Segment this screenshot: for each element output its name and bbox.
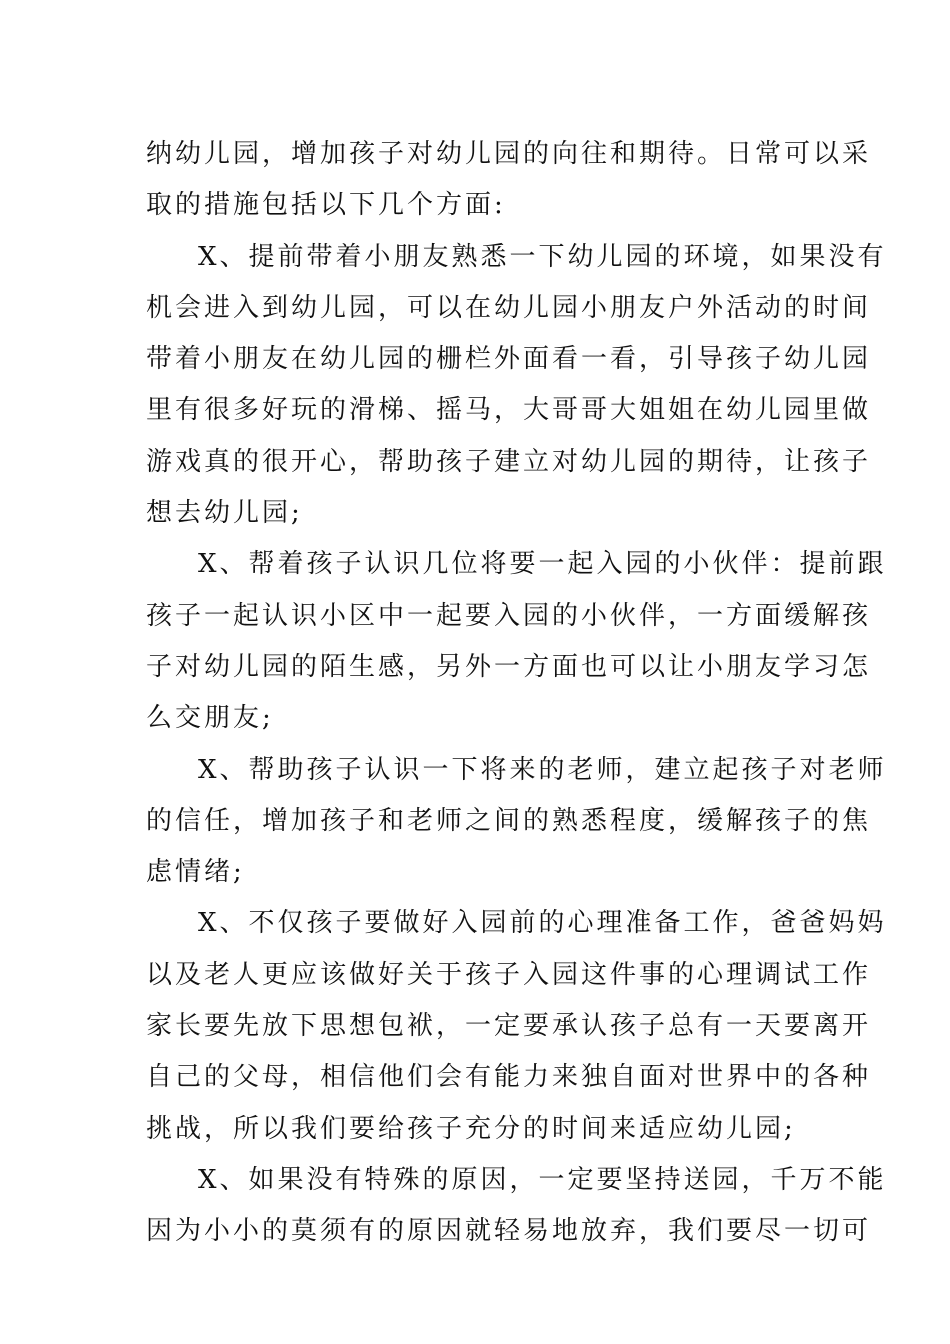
text-line: 的信任，增加孩子和老师之间的熟悉程度，缓解孩子的焦 — [146, 805, 872, 836]
text-line: 子对幼儿园的陌生感，另外一方面也可以让小朋友学习怎 — [146, 651, 872, 682]
text-line: 家长要先放下思想包袱，一定要承认孩子总有一天要离开 — [146, 1011, 872, 1042]
text-line: 想去幼儿园; — [146, 498, 303, 529]
text-line: 带着小朋友在幼儿园的栅栏外面看一看，引导孩子幼儿园 — [146, 344, 872, 375]
text-line: 么交朋友; — [146, 703, 274, 734]
list-item-first-line: X、如果没有特殊的原因，一定要坚持送园，千万不能 — [198, 1164, 887, 1195]
text-line: 自己的父母，相信他们会有能力来独自面对世界中的各种 — [146, 1062, 872, 1093]
list-item-first-line: X、不仅孩子要做好入园前的心理准备工作，爸爸妈妈 — [198, 908, 887, 939]
list-item-first-line: X、帮着孩子认识几位将要一起入园的小伙伴：提前跟 — [198, 549, 887, 580]
text-line: 纳幼儿园，增加孩子对幼儿园的向往和期待。日常可以采 — [146, 139, 872, 169]
list-item-first-line: X、帮助孩子认识一下将来的老师，建立起孩子对老师 — [198, 754, 887, 785]
text-line: 游戏真的很开心，帮助孩子建立对幼儿园的期待，让孩子 — [146, 446, 872, 477]
text-line: 取的措施包括以下几个方面: — [146, 190, 506, 221]
body-text — [146, 129, 887, 1258]
text-line: 以及老人更应该做好关于孩子入园这件事的心理调试工作 — [146, 959, 872, 990]
text-line: 虑情绪; — [146, 857, 245, 888]
text-line: 因为小小的莫须有的原因就轻易地放弃，我们要尽一切可 — [146, 1216, 872, 1247]
text-line: 里有很多好玩的滑梯、摇马，大哥哥大姐姐在幼儿园里做 — [146, 395, 872, 426]
text-line: 孩子一起认识小区中一起要入园的小伙伴，一方面缓解孩 — [146, 600, 872, 631]
text-line: 挑战，所以我们要给孩子充分的时间来适应幼儿园; — [146, 1113, 796, 1144]
text-line: 机会进入到幼儿园，可以在幼儿园小朋友户外活动的时间 — [146, 292, 872, 323]
list-item-first-line: X、提前带着小朋友熟悉一下幼儿园的环境，如果没有 — [198, 241, 887, 272]
